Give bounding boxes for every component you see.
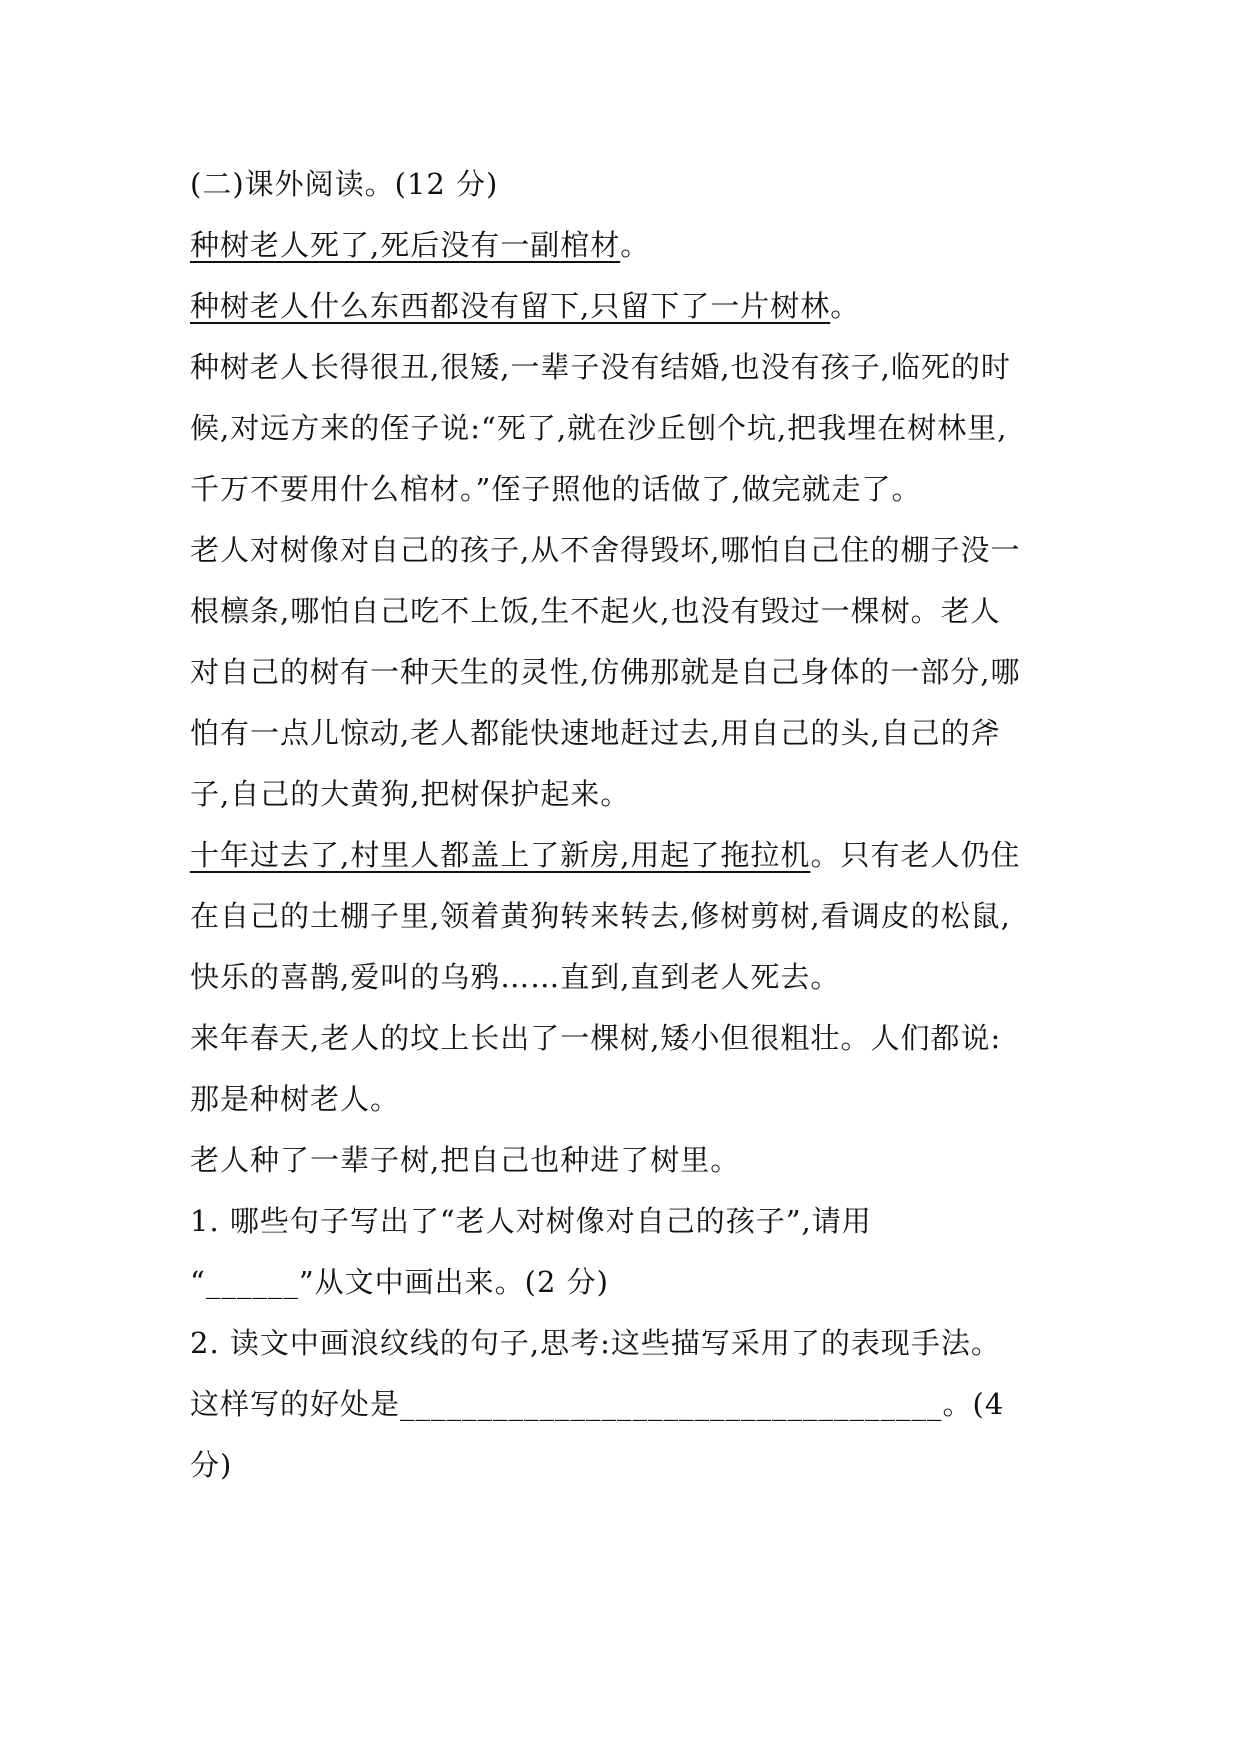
passage-line: 来年春天,老人的坟上长出了一棵树,矮小但很粗壮。人们都说: bbox=[190, 1021, 1002, 1055]
passage-line: 根檩条,哪怕自己吃不上饭,生不起火,也没有毁过一棵树。老人 bbox=[190, 594, 1001, 628]
passage-line: 老人对树像对自己的孩子,从不舍得毁坏,哪怕自己住的棚子没一 bbox=[190, 533, 1021, 567]
question-2-line-3: 分) bbox=[190, 1448, 233, 1482]
passage-line: 千万不要用什么棺材。”侄子照他的话做了,做完就走了。 bbox=[190, 472, 922, 506]
passage-line: 怕有一点儿惊动,老人都能快速地赶过去,用自己的头,自己的斧 bbox=[190, 716, 1001, 750]
document-page bbox=[190, 154, 1070, 1496]
passage-line: 那是种树老人。 bbox=[190, 1082, 401, 1116]
underlined-sentence: 种树老人什么东西都没有留下,只留下了一片树林 bbox=[190, 289, 831, 323]
sentence-rest: 。只有老人仍住 bbox=[810, 838, 1021, 872]
question-1-line-1: 1. 哪些句子写出了“老人对树像对自己的孩子”,请用 bbox=[190, 1204, 872, 1238]
passage-paragraph-1 bbox=[190, 215, 1070, 276]
passage-paragraph-2 bbox=[190, 276, 1070, 337]
question-1-line-2: “______”从文中画出来。(2 分) bbox=[190, 1265, 609, 1299]
section-title: (二)课外阅读。(12 分) bbox=[190, 167, 499, 201]
passage-line bbox=[190, 825, 1070, 886]
punctuation: 。 bbox=[620, 228, 651, 262]
underlined-sentence: 种树老人死了,死后没有一副棺材 bbox=[190, 228, 621, 262]
passage-line: 快乐的喜鹊,爱叫的乌鸦……直到,直到老人死去。 bbox=[190, 960, 841, 994]
passage-line: 在自己的土棚子里,领着黄狗转来转去,修树剪树,看调皮的松鼠, bbox=[190, 899, 1011, 933]
passage-line: 老人种了一辈子树,把自己也种进了树里。 bbox=[190, 1143, 741, 1177]
passage-line: 子,自己的大黄狗,把树保护起来。 bbox=[190, 777, 631, 811]
question-2-line-1: 2. 读文中画浪纹线的句子,思考:这些描写采用了的表现手法。 bbox=[190, 1326, 1001, 1360]
punctuation: 。 bbox=[830, 289, 861, 323]
passage-line: 种树老人长得很丑,很矮,一辈子没有结婚,也没有孩子,临死的时 bbox=[190, 350, 1011, 384]
passage-line: 候,对远方来的侄子说:“死了,就在沙丘刨个坑,把我埋在树林里, bbox=[190, 411, 1008, 445]
passage-line: 对自己的树有一种天生的灵性,仿佛那就是自己身体的一部分,哪 bbox=[190, 655, 1021, 689]
question-2-line-2: 这样写的好处是___________________________________。(4 bbox=[190, 1387, 1005, 1421]
underlined-sentence: 十年过去了,村里人都盖上了新房,用起了拖拉机 bbox=[190, 838, 811, 872]
